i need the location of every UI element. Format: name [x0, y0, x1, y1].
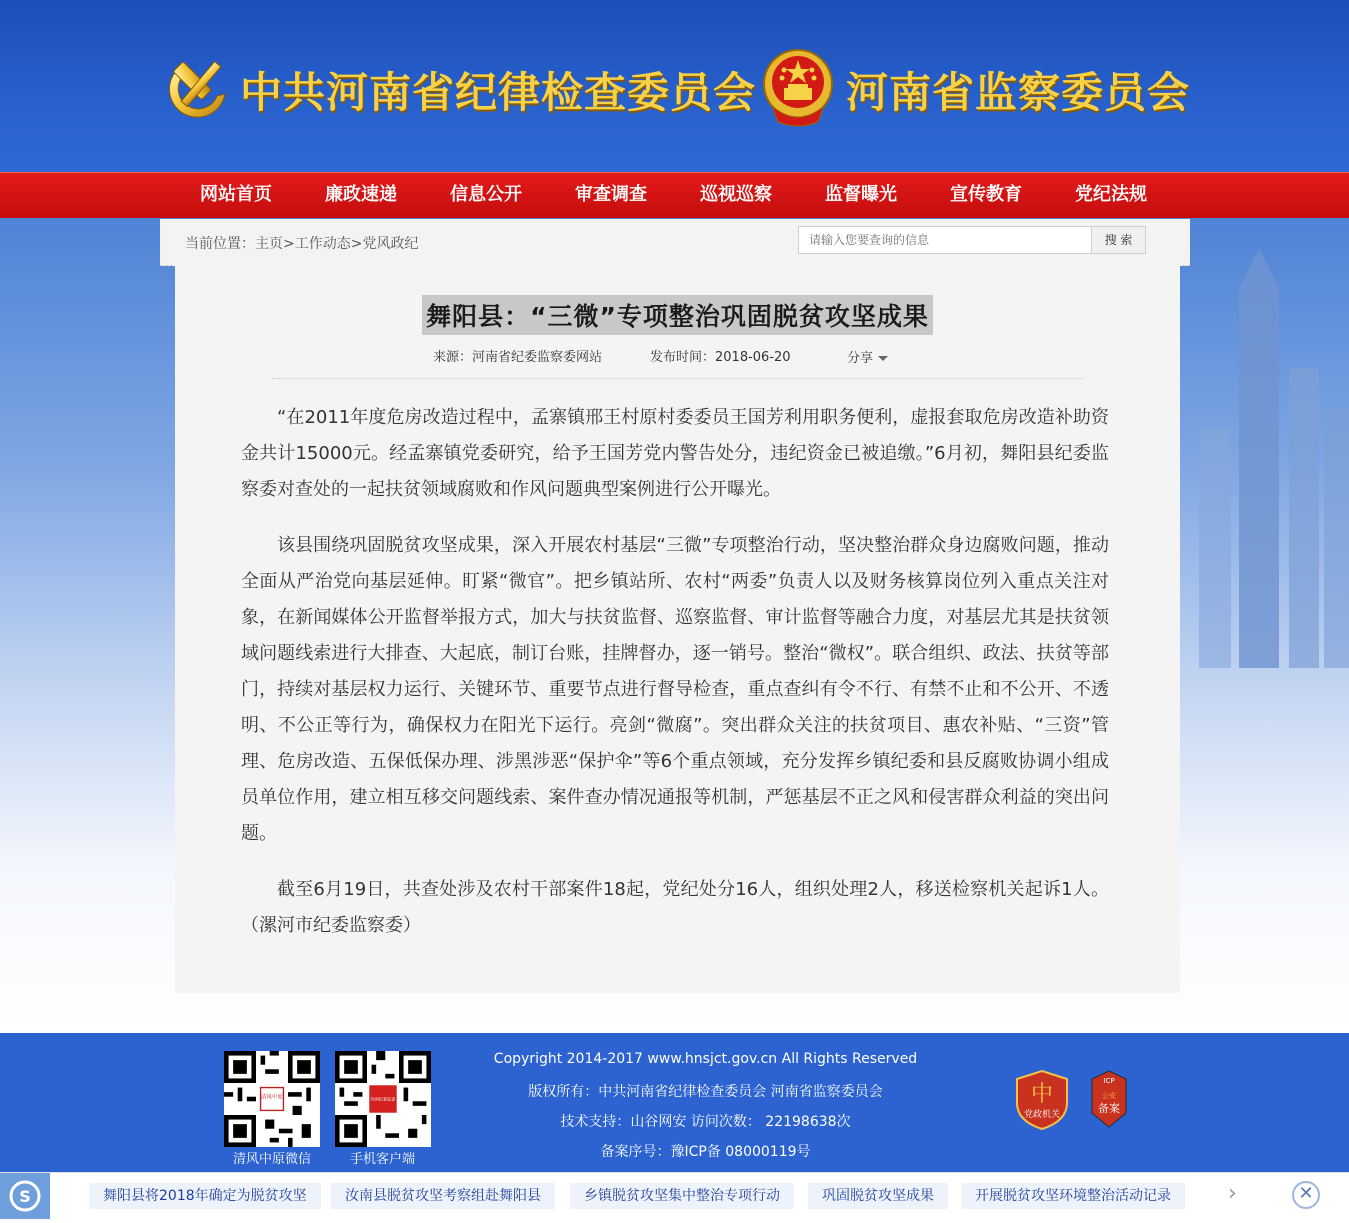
chevron-down-icon: [878, 356, 888, 361]
article-title: 舞阳县：“三微”专项整治巩固脱贫攻坚成果: [422, 295, 933, 335]
share-button[interactable]: [847, 347, 888, 366]
badge-label: 备案: [1098, 1102, 1120, 1115]
site-header: [0, 0, 1349, 172]
site-footer: [0, 1033, 1349, 1172]
related-news-item[interactable]: 汝南县脱贫攻坚考察组赴舞阳县: [331, 1183, 555, 1209]
divider: [272, 378, 1084, 379]
nav-item-disclosure[interactable]: 信息公开: [450, 184, 522, 205]
breadcrumb-item-current[interactable]: 党风政纪: [362, 236, 419, 252]
breadcrumb-prefix: 当前位置：: [185, 236, 255, 252]
icp-record-badge-icon[interactable]: [1088, 1069, 1130, 1129]
icp-record-text: 备案序号：豫ICP备 08000119号: [600, 1144, 811, 1160]
share-label: 分享: [847, 351, 874, 366]
badge-mid-text: 公安: [1102, 1092, 1116, 1100]
svg-text:S: S: [19, 1187, 31, 1206]
article-date: 发布时间：2018-06-20: [650, 350, 791, 365]
qr-label-app: 手机客户端: [350, 1152, 416, 1167]
search-button[interactable]: 搜 索: [1092, 226, 1146, 254]
nav-item-exposure[interactable]: 监督曝光: [825, 184, 897, 205]
svg-text:中: 中: [1030, 1082, 1054, 1107]
article-paragraph: 截至6月19日，共查处涉及农村干部案件18起，党纪处分16人，组织处理2人，移送检察机关起诉1人。（漯河市纪委监察委）: [241, 879, 1109, 936]
copyright-text: Copyright 2014-2017 www.hnsjct.gov.cn All Rights Reserved: [493, 1051, 918, 1067]
skyline-image: [1179, 248, 1349, 668]
breadcrumb-item-home[interactable]: 主页: [255, 236, 283, 252]
qr-inner-text: 清风中原: [261, 1094, 283, 1101]
nav-item-education[interactable]: 宣传教育: [950, 184, 1022, 205]
chevron-right-icon[interactable]: ›: [1228, 1181, 1237, 1206]
party-emblem-icon: [163, 50, 235, 122]
nav-item-investigation[interactable]: 审查调查: [575, 184, 647, 205]
related-news-item[interactable]: 开展脱贫攻坚环境整治活动记录: [961, 1183, 1185, 1209]
article-panel: [175, 265, 1180, 993]
header-title-right: 河南省监察委员会: [846, 68, 1191, 117]
nav-item-regulations[interactable]: 党纪法规: [1075, 184, 1147, 205]
nav-item-news[interactable]: 廉政速递: [325, 184, 397, 205]
ownership-text: 版权所有：中共河南省纪律检查委员会 河南省监察委员会: [528, 1084, 883, 1100]
related-news-item[interactable]: 舞阳县将2018年确定为脱贫攻坚: [89, 1183, 321, 1209]
main-nav: [0, 172, 1349, 219]
article-source: 来源：河南省纪委监察委网站: [433, 350, 603, 365]
badge-top-text: ICP: [1103, 1077, 1115, 1085]
qr-label-wechat: 清风中原微信: [233, 1152, 312, 1167]
gov-agency-badge-icon[interactable]: [1015, 1069, 1069, 1131]
badge-label: 党政机关: [1023, 1110, 1061, 1120]
breadcrumb-separator: >: [283, 236, 295, 252]
header-title-left: 中共河南省纪律检查委员会: [240, 68, 757, 117]
close-icon[interactable]: ✕: [1292, 1181, 1320, 1209]
national-emblem-icon: [760, 44, 836, 128]
article-paragraph: “在2011年度危房改造过程中，孟寨镇邢王村原村委委员王国芳利用职务便利，虚报套取危房改造补助资金共计15000元。经孟寨镇党委研究，给予王国芳党内警告处分，违纪资金已被追缴。”6月初，舞阳县纪委监察委对查处的一起扶贫领域腐败和作风问题典型案例进行公开曝光。: [241, 407, 1109, 500]
search-input[interactable]: [798, 226, 1092, 254]
breadcrumb: [185, 233, 418, 253]
related-news-item[interactable]: 乡镇脱贫攻坚集中整治专项行动: [570, 1183, 794, 1209]
breadcrumb-separator: >: [350, 236, 363, 252]
article-title-wrap: [175, 295, 1180, 335]
article-paragraph: 该县围绕巩固脱贫攻坚成果，深入开展农村基层“三微”专项整治行动，坚决整治群众身边腐败问题，推动全面从严治党向基层延伸。盯紧“微官”。把乡镇站所、农村“两委”负责人以及财务核算岗位列入重点关注对象，在新闻媒体公开监督举报方式，加大与扶贫监督、巡察监督、审计监督等融合力度，对基层尤其是扶贫领域问题线索进行大排查、大起底，制订台账，挂牌督办，逐一销号。整治“微权”。联合组织、政法、扶贫等部门，持续对基层权力运行、关键环节、重要节点进行督导检查，重点查纠有令不行、有禁不止和不公开、不透明、不公正等行为，确保权力在阳光下运行。亮剑“微腐”。突出群众关注的扶贫项目、惠农补贴、“三资”管理、危房改造、五保低保办理、涉黑涉恶“保护伞”等6个重点领域，充分发挥乡镇纪委和县反腐败协调小组成员单位作用，建立相互移交问题线索、案件查办情况通报等机制，严惩基层不正之风和侵害群众利益的突出问题。: [241, 535, 1109, 844]
related-news-strip: [0, 1172, 1349, 1219]
tech-support-text: 技术支持：山谷网安 访问次数： 22198638次: [560, 1114, 851, 1130]
breadcrumb-bar: [160, 219, 1190, 266]
nav-item-inspection[interactable]: 巡视巡察: [700, 184, 772, 205]
breadcrumb-item-work[interactable]: 工作动态: [294, 236, 351, 252]
sogou-logo-icon[interactable]: [0, 1173, 50, 1219]
nav-item-home[interactable]: 网站首页: [200, 184, 272, 205]
related-news-item[interactable]: 巩固脱贫攻坚成果: [808, 1183, 948, 1209]
